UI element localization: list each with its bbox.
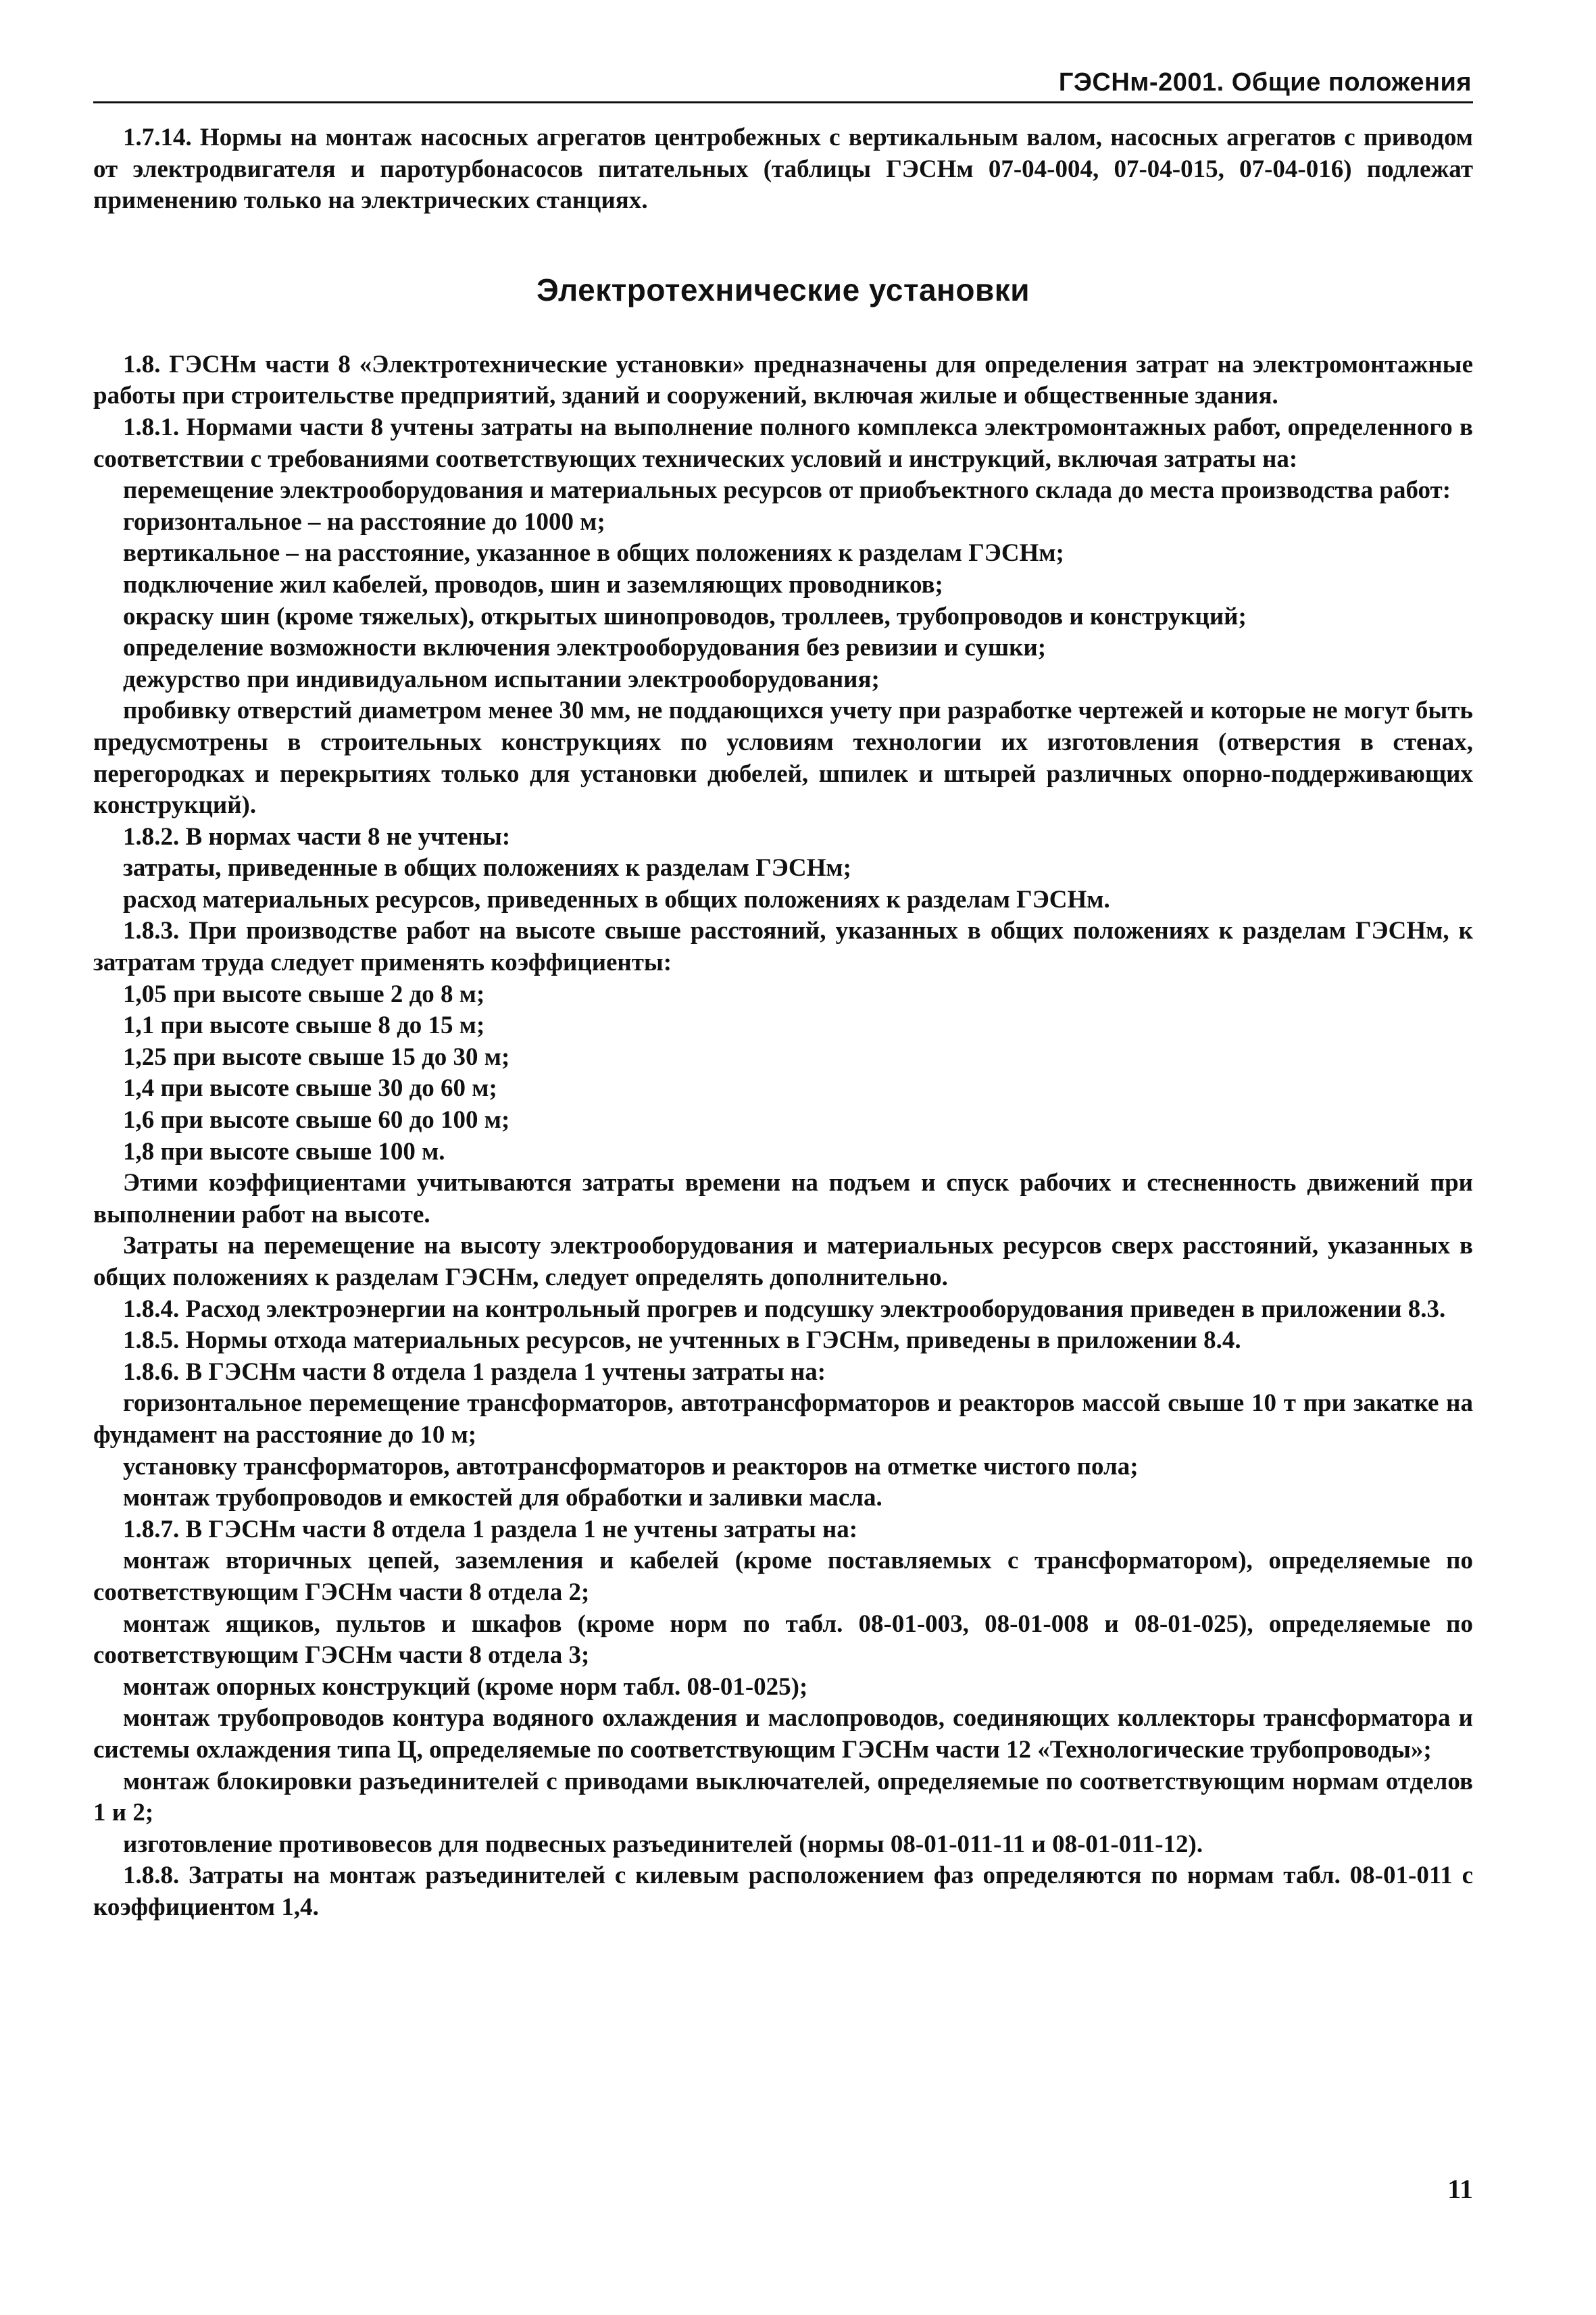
coefficient-item: 1,4 при высоте свыше 30 до 60 м;	[123, 1074, 497, 1103]
coefficient-item: 1,05 при высоте свыше 2 до 8 м;	[123, 980, 485, 1008]
coefficient-item: 1,1 при высоте свыше 8 до 15 м;	[123, 1012, 485, 1040]
paragraph-1-8-1: 1.8.1. Нормами части 8 учтены затраты на выполнение полного комплекса электромонтажных работ, определенного в соответствии с требованиями соответствующих технических условий и инструкций, включая затраты на:	[93, 413, 1473, 473]
list-item: определение возможности включения электрооборудования без ревизии и сушки;	[123, 634, 1047, 662]
list-item: подключение жил кабелей, проводов, шин и заземляющих проводников;	[123, 570, 943, 599]
paragraph-1-8-6: 1.8.6. В ГЭСНм части 8 отдела 1 раздела 1 учтены затраты на:	[123, 1358, 826, 1386]
list-item: монтаж трубопроводов и емкостей для обработки и заливки масла.	[123, 1484, 882, 1512]
coefficient-item: 1,25 при высоте свыше 15 до 30 м;	[123, 1043, 510, 1071]
list-item: вертикальное – на расстояние, указанное в общих положениях к разделам ГЭСНм;	[123, 539, 1064, 568]
body-text	[93, 349, 1473, 1924]
list-item: установку трансформаторов, автотрансформаторов и реакторов на отметке чистого пола;	[123, 1452, 1139, 1480]
list-item: монтаж вторичных цепей, заземления и кабелей (кроме поставляемых с трансформатором), определяемые по соответствующим ГЭСНм части 8 отдела 2;	[93, 1547, 1473, 1606]
paragraph-text: Этими коэффициентами учитываются затраты времени на подъем и спуск рабочих и стесненность движений при выполнении работ на высоте.	[93, 1169, 1473, 1228]
running-header: ГЭСНм-2001. Общие положения	[1058, 68, 1472, 97]
list-item: окраску шин (кроме тяжелых), открытых шинопроводов, троллеев, трубопроводов и конструкций;	[123, 602, 1247, 630]
list-item: монтаж блокировки разъединителей с приводами выключателей, определяемые по соответствующим нормам отделов 1 и 2;	[93, 1767, 1473, 1827]
header-rule	[93, 101, 1473, 103]
document-page	[93, 65, 1473, 1923]
section-title: Электротехнические установки	[536, 272, 1030, 307]
list-item: монтаж ящиков, пультов и шкафов (кроме норм по табл. 08-01-003, 08-01-008 и 08-01-025), определяемые по соответствующим ГЭСНм части 8 отдела 3;	[93, 1610, 1473, 1670]
intro-paragraph: 1.7.14. Нормы на монтаж насосных агрегатов центробежных с вертикальным валом, насосных агрегатов с приводом от электродвигателя и паротурбонасосов питательных (таблицы ГЭСНм 07-04-004, 07-04-015, 07-04-016) подлежат применению только на электрических станциях.	[93, 124, 1473, 215]
paragraph-1-8: 1.8. ГЭСНм части 8 «Электротехнические установки» предназначены для определения затрат на электромонтажные работы при строительстве предприятий, зданий и сооружений, включая жилые и общественные здания.	[93, 350, 1473, 410]
list-item: затраты, приведенные в общих положениях к разделам ГЭСНм;	[123, 854, 851, 882]
paragraph-1-8-5: 1.8.5. Нормы отхода материальных ресурсов, не учтенных в ГЭСНм, приведены в приложении 8.4.	[123, 1326, 1241, 1355]
list-item: изготовление противовесов для подвесных разъединителей (нормы 08-01-011-11 и 08-01-011-12).	[123, 1830, 1203, 1858]
paragraph-1-8-7: 1.8.7. В ГЭСНм части 8 отдела 1 раздела 1 не учтены затраты на:	[123, 1515, 858, 1543]
list-item: дежурство при индивидуальном испытании электрооборудования;	[123, 665, 880, 693]
paragraph-1-8-4: 1.8.4. Расход электроэнергии на контрольный прогрев и подсушку электрооборудования приведен в приложении 8.3.	[123, 1295, 1446, 1323]
coefficient-item: 1,8 при высоте свыше 100 м.	[123, 1137, 445, 1166]
paragraph-1-8-2: 1.8.2. В нормах части 8 не учтены:	[123, 822, 511, 851]
paragraph-1-8-8: 1.8.8. Затраты на монтаж разъединителей с килевым расположением фаз определяются по нормам табл. 08-01-011 с коэффициентом 1,4.	[93, 1862, 1473, 1921]
coefficient-item: 1,6 при высоте свыше 60 до 100 м;	[123, 1106, 510, 1135]
paragraph-text: Затраты на перемещение на высоту электрооборудования и материальных ресурсов сверх расстояний, указанных в общих положениях к разделам ГЭСНм, следует определять дополнительно.	[93, 1232, 1473, 1291]
list-item: горизонтальное – на расстояние до 1000 м;	[123, 507, 605, 536]
list-item: расход материальных ресурсов, приведенных в общих положениях к разделам ГЭСНм.	[123, 885, 1110, 914]
page-number: 11	[1447, 2174, 1473, 2204]
list-item: пробивку отверстий диаметром менее 30 мм, не поддающихся учету при разработке чертежей и которые не могут быть предусмотрены в строительных конструкциях по условиям технологии их изготовления (отверстия в стенах, перегородках и перекрытиях только для установки дюбелей, шпилек и штырей различных опорно-поддерживающих конструкций).	[93, 697, 1473, 820]
paragraph-1-8-3: 1.8.3. При производстве работ на высоте свыше расстояний, указанных в общих положениях к разделам ГЭСНм, к затратам труда следует применять коэффициенты:	[93, 917, 1473, 977]
list-item: монтаж опорных конструкций (кроме норм табл. 08-01-025);	[123, 1672, 808, 1701]
list-item: монтаж трубопроводов контура водяного охлаждения и маслопроводов, соединяющих коллекторы трансформатора и системы охлаждения типа Ц, определяемые по соответствующим ГЭСНм части 12 «Технологические трубопроводы»;	[93, 1704, 1473, 1764]
list-item: горизонтальное перемещение трансформаторов, автотрансформаторов и реакторов массой свыше 10 т при закатке на фундамент на расстояние до 10 м;	[93, 1389, 1473, 1449]
list-item: перемещение электрооборудования и материальных ресурсов от приобъектного склада до места производства работ:	[123, 476, 1451, 505]
